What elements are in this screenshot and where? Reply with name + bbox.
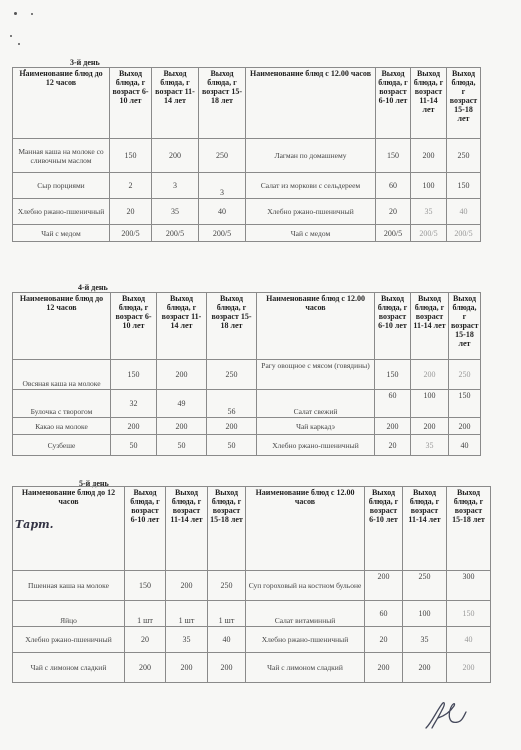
handwritten-note: Тарт. <box>15 518 54 531</box>
yield-cell: 40 <box>449 435 481 456</box>
yield-cell: 200 <box>375 418 411 435</box>
day-title: 5-й день <box>79 479 109 488</box>
header-dish-from-1200: Наименование блюд с 12.00 часов <box>257 293 375 360</box>
yield-cell: 20 <box>365 627 403 653</box>
dish-cell: Булочка с творогом <box>13 390 111 418</box>
yield-cell: 40 <box>447 199 481 225</box>
dish-cell: Хлебно ржано-пшеничный <box>246 627 365 653</box>
header-dish-from-1200: Наименование блюд с 12.00 часов <box>246 68 376 139</box>
header-yield-6-10: Выход блюда, г возраст 6-10 лет <box>376 68 411 139</box>
header-yield-6-10: Выход блюда, г возраст 6-10 лет <box>375 293 411 360</box>
dish-cell: Яйцо <box>13 601 125 627</box>
yield-cell: 100 <box>411 173 447 199</box>
header-yield-11-14: Выход блюда, г возраст 11-14 лет <box>411 68 447 139</box>
yield-cell: 200/5 <box>199 225 246 242</box>
header-yield-15-18: Выход блюда, г возраст 15-18 лет <box>447 68 481 139</box>
dish-cell: Хлебно ржано-пшеничный <box>257 435 375 456</box>
yield-cell: 200 <box>411 418 449 435</box>
yield-cell: 200 <box>207 418 257 435</box>
scan-speck <box>14 12 17 15</box>
yield-cell: 49 <box>157 390 207 418</box>
table-row <box>13 435 481 456</box>
yield-cell: 250 <box>449 360 481 390</box>
dish-cell: Чай с медом <box>246 225 376 242</box>
dish-cell: Салат свежий <box>257 390 375 418</box>
day-title: 4-й день <box>78 283 108 292</box>
yield-cell: 150 <box>376 139 411 173</box>
dish-cell: Суп гороховый на костном бульоне <box>246 571 365 601</box>
yield-cell: 3 <box>152 173 199 199</box>
yield-cell: 200 <box>365 653 403 683</box>
header-yield-11-14: Выход блюда, г возраст 11-14 лет <box>157 293 207 360</box>
yield-cell: 20 <box>375 435 411 456</box>
yield-cell: 300 <box>447 571 491 601</box>
yield-cell: 20 <box>376 199 411 225</box>
table-row <box>13 360 481 390</box>
table-row <box>13 225 481 242</box>
yield-cell: 150 <box>110 139 152 173</box>
header-yield-15-18: Выход блюда, г возраст 15-18 лет <box>447 487 491 571</box>
yield-cell: 35 <box>411 199 447 225</box>
yield-cell: 56 <box>207 390 257 418</box>
yield-cell: 250 <box>199 139 246 173</box>
yield-cell: 200 <box>208 653 246 683</box>
header-yield-15-18: Выход блюда, г возраст 15-18 лет <box>208 487 246 571</box>
yield-cell: 200 <box>365 571 403 601</box>
dish-cell: Овсяная каша на молоке <box>13 360 111 390</box>
yield-cell: 20 <box>110 199 152 225</box>
yield-cell: 200/5 <box>447 225 481 242</box>
table-row <box>13 418 481 435</box>
header-dish-before-12: Наименование блюд до 12 часов <box>13 68 110 139</box>
yield-cell: 200/5 <box>110 225 152 242</box>
yield-cell: 200/5 <box>152 225 199 242</box>
yield-cell: 50 <box>157 435 207 456</box>
header-yield-11-14: Выход блюда, г возраст 11-14 лет <box>411 293 449 360</box>
header-yield-11-14: Выход блюда, г возраст 11-14 лет <box>166 487 208 571</box>
yield-cell: 200/5 <box>376 225 411 242</box>
yield-cell: 40 <box>447 627 491 653</box>
yield-cell: 35 <box>403 627 447 653</box>
yield-cell: 200/5 <box>411 225 447 242</box>
header-dish-from-1200: Наименование блюд с 12.00 часов <box>246 487 365 571</box>
header-yield-6-10: Выход блюда, г возраст 6-10 лет <box>125 487 166 571</box>
dish-cell: Чай с медом <box>13 225 110 242</box>
yield-cell: 200 <box>411 139 447 173</box>
yield-cell: 35 <box>411 435 449 456</box>
yield-cell: 60 <box>376 173 411 199</box>
yield-cell: 200 <box>157 360 207 390</box>
yield-cell: 150 <box>447 173 481 199</box>
header-yield-15-18: Выход блюда, г возраст 15-18 лет <box>207 293 257 360</box>
yield-cell: 200 <box>152 139 199 173</box>
header-yield-6-10: Выход блюда, г возраст 6-10 лет <box>110 68 152 139</box>
header-yield-11-14: Выход блюда, г возраст 11-14 лет <box>152 68 199 139</box>
header-yield-15-18: Выход блюда, г возраст 15-18 лет <box>199 68 246 139</box>
table-row <box>13 653 491 683</box>
yield-cell: 150 <box>125 571 166 601</box>
dish-cell: Какао на молоке <box>13 418 111 435</box>
yield-cell: 35 <box>152 199 199 225</box>
table-row <box>13 173 481 199</box>
table-row <box>13 390 481 418</box>
dish-cell: Рагу овощное с мясом (говядины) <box>257 360 375 390</box>
dish-cell: Манная каша на молоке со сливочным маслом <box>13 139 110 173</box>
yield-cell: 20 <box>125 627 166 653</box>
dish-cell: Хлебно ржано-пшеничный <box>13 199 110 225</box>
menu-table-day-4 <box>12 292 481 456</box>
yield-cell: 200 <box>411 360 449 390</box>
dish-cell: Сузбеше <box>13 435 111 456</box>
yield-cell: 1 шт <box>208 601 246 627</box>
dish-cell: Салат из моркови с сельдереем <box>246 173 376 199</box>
table-row <box>13 199 481 225</box>
yield-cell: 100 <box>403 601 447 627</box>
yield-cell: 150 <box>449 390 481 418</box>
yield-cell: 200 <box>111 418 157 435</box>
yield-cell: 200 <box>166 653 208 683</box>
yield-cell: 50 <box>111 435 157 456</box>
table-row <box>13 627 491 653</box>
dish-cell: Сыр порциями <box>13 173 110 199</box>
yield-cell: 40 <box>199 199 246 225</box>
yield-cell: 40 <box>208 627 246 653</box>
dish-cell: Чай каркадэ <box>257 418 375 435</box>
yield-cell: 1 шт <box>125 601 166 627</box>
yield-cell: 150 <box>375 360 411 390</box>
header-dish-before-12-label: Наименование блюд до 12 часов <box>21 488 116 506</box>
scan-speck <box>31 13 33 15</box>
yield-cell: 32 <box>111 390 157 418</box>
menu-table-day-5 <box>12 486 491 683</box>
yield-cell: 1 шт <box>166 601 208 627</box>
day-title: 3-й день <box>70 58 100 67</box>
yield-cell: 200 <box>449 418 481 435</box>
dish-cell: Салат витаминный <box>246 601 365 627</box>
yield-cell: 2 <box>110 173 152 199</box>
yield-cell: 250 <box>447 139 481 173</box>
yield-cell: 100 <box>411 390 449 418</box>
header-yield-11-14: Выход блюда, г возраст 11-14 лет <box>403 487 447 571</box>
header-yield-6-10: Выход блюда, г возраст 6-10 лет <box>365 487 403 571</box>
scan-speck <box>18 43 20 45</box>
scan-speck <box>10 35 12 37</box>
handwritten-signature <box>420 694 470 734</box>
header-dish-before-12: Наименование блюд до 12 часов <box>13 293 111 360</box>
yield-cell: 200 <box>157 418 207 435</box>
yield-cell: 250 <box>403 571 447 601</box>
yield-cell: 50 <box>207 435 257 456</box>
table-row <box>13 139 481 173</box>
dish-cell: Лагман по домашнему <box>246 139 376 173</box>
yield-cell: 200 <box>403 653 447 683</box>
yield-cell: 200 <box>166 571 208 601</box>
yield-cell: 60 <box>375 390 411 418</box>
dish-cell: Хлебно ржано-пшеничный <box>246 199 376 225</box>
yield-cell: 150 <box>111 360 157 390</box>
dish-cell: Хлебно ржано-пшеничный <box>13 627 125 653</box>
yield-cell: 150 <box>447 601 491 627</box>
yield-cell: 60 <box>365 601 403 627</box>
dish-cell: Чай с лимоном сладкий <box>13 653 125 683</box>
header-yield-15-18: Выход блюда, г возраст 15-18 лет <box>449 293 481 360</box>
yield-cell: 3 <box>199 173 246 199</box>
yield-cell: 35 <box>166 627 208 653</box>
menu-table-day-3 <box>12 67 481 242</box>
table-row <box>13 571 491 601</box>
dish-cell: Чай с лимоном сладкий <box>246 653 365 683</box>
yield-cell: 250 <box>208 571 246 601</box>
yield-cell: 250 <box>207 360 257 390</box>
header-dish-before-12 <box>13 487 125 571</box>
yield-cell: 200 <box>125 653 166 683</box>
dish-cell: Пшенная каша на молоке <box>13 571 125 601</box>
header-yield-6-10: Выход блюда, г возраст 6-10 лет <box>111 293 157 360</box>
table-row <box>13 601 491 627</box>
yield-cell: 200 <box>447 653 491 683</box>
